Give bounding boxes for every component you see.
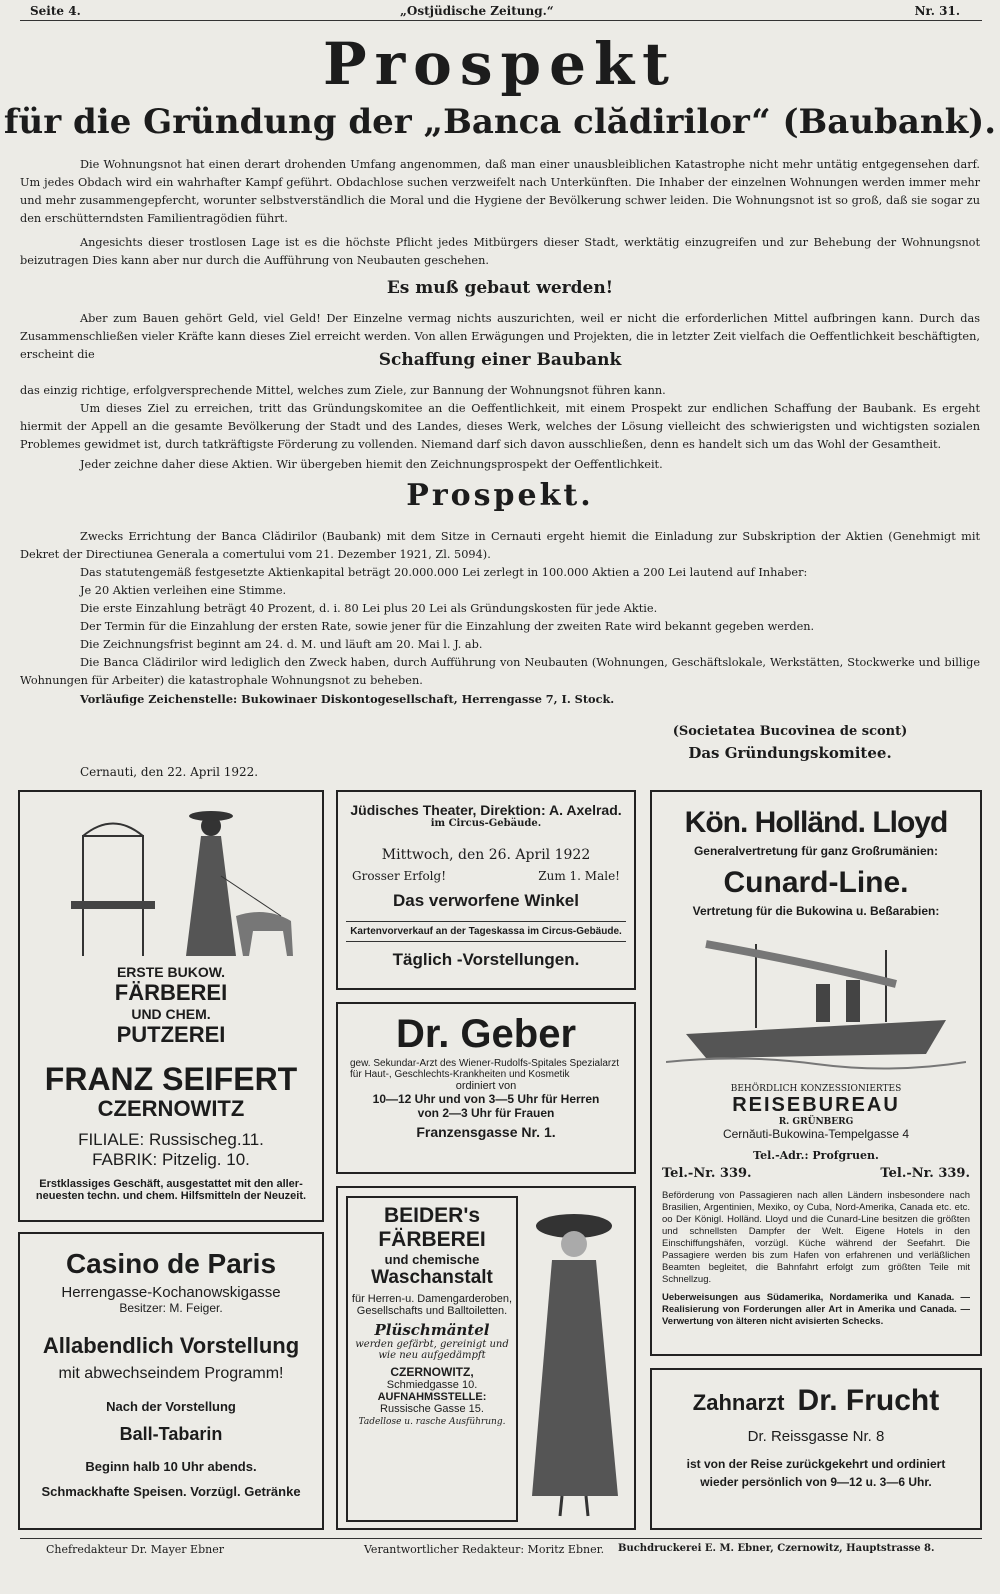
ad-frucht [650, 1368, 982, 1530]
woman-in-coat-illustration [522, 1196, 626, 1522]
paragraph-4: das einzig richtige, erfolgversprechende Mittel, welches zum Ziele, zur Bannung der Wohnungsnot führen kann. [20, 384, 666, 397]
prospekt-subtitle: für die Gründung der „Banca clădirilor“ (Baubank). [3, 102, 997, 142]
theater-box-office: Kartenvorverkauf an der Tageskassa im Circus-Gebäude. [350, 926, 622, 937]
lloyd-konzession: BEHÖRDLICH KONZESSIONIERTES [730, 1084, 902, 1094]
paragraph-1: Die Wohnungsnot hat einen derart drohenden Umfang angenommen, daß man einer unausbleiblichen Katastrophe nicht mehr untätig entgegensehen darf. Um jedes Obdach wird ein wahrhafter Kampf geführt. Obdachlose suchen verzweifelt nach Unterkünften. Die Inhaber der einzelnen Wohnungen werden immer mehr und mehr zusammengepfercht, worunter selbstverständlich die Moral und die Hygiene der Bevölkerung schwer leiden. Die Wohnungsnot ist so groß, daß sie sogar zu den erschütterndsten Familientragödien führt. [20, 158, 980, 225]
lloyd-telegram: Tel.-Adr.: Profgruen. [753, 1149, 879, 1162]
seifert-line-4: PUTZEREI [116, 1022, 226, 1047]
beider-line-10: AUFNAHMSSTELLE: [377, 1391, 487, 1403]
casino-line-4: Ball-Tabarin [119, 1424, 223, 1444]
beider-line-3: und chemische [384, 1252, 480, 1267]
seifert-city: CZERNOWITZ [97, 1096, 245, 1121]
geber-ordiniert: ordiniert von [455, 1080, 517, 1092]
theater-first-time: Zum 1. Male! [538, 869, 620, 883]
footer-editor: Verantwortlicher Redakteur: Moritz Ebner. [364, 1543, 605, 1556]
signature-company: (Societatea Bucovinea de scont) [672, 724, 908, 739]
ad-seifert [18, 790, 324, 1222]
casino-name: Casino de Paris [65, 1248, 277, 1279]
theater-subtitle: im Circus-Gebäude. [430, 818, 542, 829]
ad-geber [336, 1002, 636, 1174]
page-number: Seite 4. [30, 4, 81, 18]
lloyd-reisebureau: REISEBUREAU [732, 1094, 900, 1116]
frucht-line-2: wieder persönlich von 9—12 u. 3—6 Uhr. [700, 1475, 932, 1489]
frucht-line-1: ist von der Reise zurückgekehrt und ordiniert [686, 1457, 946, 1471]
header-rule [20, 20, 982, 21]
lloyd-phone-2: Tel.-Nr. 339. [880, 1166, 970, 1181]
frucht-address: Dr. Reissgasse Nr. 8 [747, 1428, 885, 1445]
theater-title: Jüdisches Theater, Direktion: A. Axelrad. [350, 802, 622, 818]
casino-line-3: Nach der Vorstellung [106, 1399, 236, 1414]
prospekt-item: Die Banca Clădirilor wird lediglich den Zweck haben, durch Aufführung von Neubauten (Wohnungen, Geschäftslokale, Werkstätten, Stockwerke und billige Wohnungen für Arbeiter) die katastrophale Wohnungsnot zu beheben. [20, 656, 980, 687]
theater-success: Grosser Erfolg! [352, 869, 447, 883]
paragraph-6: Jeder zeichne daher diese Aktien. Wir übergeben hiemit den Zeichnungsprospekt der Oeffentlichkeit. [80, 458, 663, 471]
paragraph-3: Aber zum Bauen gehört Geld, viel Geld! Der Einzelne vermag nichts auszurichten, weil er nicht die erforderlichen Mittel aufbringen kann. Durch das Zusammenschließen vieler Kräfte kann dieses Ziel erreicht werden. Von allen Erwägungen und Projekten, die in letzter Zeit vielfach die Oeffentlichkeit beschäftigten, erscheint die [20, 312, 980, 361]
lloyd-general: Generalvertretung für ganz Großrumänien: [693, 844, 939, 858]
seifert-filiale: FILIALE: Russischeg.11. [78, 1130, 264, 1149]
lloyd-address: Cernăuti-Bukowina-Tempelgasse 4 [722, 1127, 910, 1141]
beider-line-5: für Herren-u. Damengarderoben, Gesellschafts und Balltoiletten. [351, 1293, 513, 1317]
prospekt-item: Das statutengemäß festgesetzte Aktienkapital beträgt 20.000.000 Lei zerlegt in 100.000 Aktien a 200 Lei lautend auf Inhaber: [80, 566, 808, 579]
beider-line-9: Schmiedgasse 10. [386, 1379, 478, 1391]
seifert-line-1: ERSTE BUKOW. [116, 964, 226, 980]
beider-line-1: BEIDER's [383, 1204, 481, 1227]
heading-baubank: Schaffung einer Baubank [378, 350, 622, 370]
issue-number: Nr. 31. [914, 4, 960, 18]
casino-address: Herrengasse-Kochanowskigasse [61, 1284, 281, 1301]
beider-line-8: CZERNOWITZ, [390, 1365, 474, 1379]
casino-line-2: mit abwechseindem Programm! [58, 1365, 284, 1382]
signature-committee: Das Gründungskomitee. [688, 744, 892, 762]
newspaper-name: „Ostjüdische Zeitung.“ [400, 4, 554, 18]
beider-line-6: Plüschmäntel [374, 1321, 490, 1339]
geber-hours-women: von 2—3 Uhr für Frauen [417, 1106, 555, 1120]
prospekt-item: Je 20 Aktien verleihen eine Stimme. [80, 584, 287, 597]
lloyd-body: Beförderung von Passagieren nach allen Ländern insbesondere nach Brasilien, Argentinien, Mexiko, oy Cuba, Nord-Amerika, Canada etc. etc. oo Der Königl. Holländ. Lloyd und die Cunard-Line besitzen die größten und schnellsten Dampfer der Welt. Eigene Hotels in den Einschiffungshäfen, vorzügl. Küche während der Seefahrt. Die Passagiere werden bis zum Hafen von erfahrenen und verläßlichen Beamten begleitet, die Bahnfahrt erfolgt zum größten Teile mit Schnellzug. [662, 1190, 970, 1285]
seifert-fabrik: FABRIK: Pitzelig. 10. [92, 1150, 250, 1169]
casino-line-6: Schmackhafte Speisen. Vorzügl. Getränke [41, 1484, 301, 1499]
seifert-line-3: UND CHEM. [131, 1006, 211, 1022]
seifert-name: FRANZ SEIFERT [44, 1061, 298, 1097]
ad-lloyd [650, 790, 982, 1356]
frucht-name: Dr. Frucht [797, 1384, 940, 1417]
casino-line-5: Beginn halb 10 Uhr abends. [85, 1459, 257, 1474]
lady-with-dog-illustration [21, 796, 321, 966]
ad-casino [18, 1232, 324, 1530]
paragraph-5: Um dieses Ziel zu erreichen, tritt das Gründungskomitee an die Oeffentlichkeit, mit einem Prospekt zur endlichen Schaffung der Baubank. Es ergeht hiermit der Appell an die gesamte Bevölkerung der Stadt und des Landes, dieses Werk, welches der Lösung vielleicht des schwierigsten und wichtigsten sozialen Problemes gewidmet ist, durch tatkräftigste Förderung zu vollenden. Niemand darf sich davon ausschließen, denn es handelt sich um das Wohl der Gesamtheit. [20, 402, 980, 451]
beider-line-4: Waschanstalt [371, 1267, 493, 1288]
casino-line-1: Allabendlich Vorstellung [42, 1333, 300, 1358]
theater-daily: Täglich -Vorstellungen. [392, 950, 580, 969]
beider-text-panel [346, 1196, 518, 1522]
footer-rule [20, 1538, 982, 1539]
footer-printer: Buchdruckerei E. M. Ebner, Czernowitz, Hauptstrasse 8. [618, 1543, 935, 1554]
steamship-illustration [666, 924, 966, 1074]
geber-name: Dr. Geber [395, 1012, 577, 1056]
beider-line-11: Russische Gasse 15. [380, 1403, 484, 1415]
lloyd-cunard: Cunard-Line. [723, 866, 909, 899]
frucht-title: Zahnarzt [692, 1390, 785, 1415]
theater-play: Das verworfene Winkel [393, 891, 579, 910]
theater-date: Mittwoch, den 26. April 1922 [381, 847, 591, 863]
lloyd-phone-1: Tel.-Nr. 339. [662, 1166, 752, 1181]
prospekt-item: Die erste Einzahlung beträgt 40 Prozent, d. i. 80 Lei plus 20 Lei als Gründungskosten für jede Aktie. [80, 602, 658, 615]
heading-build: Es muß gebaut werden! [386, 278, 614, 298]
ad-beider [336, 1186, 636, 1530]
lloyd-gruenberg: R. GRÜNBERG [778, 1117, 854, 1127]
lloyd-body-2: Ueberweisungen aus Südamerika, Nordamerika und Kanada. — Realisierung von Forderungen aller Art in Amerika und Canada. — Verwertung von älteren nicht avisierten Schecks. [662, 1292, 970, 1327]
prospekt-item: Vorläufige Zeichenstelle: Bukowinaer Diskontogesellschaft, Herrengasse 7, I. Stock. [80, 692, 615, 706]
ad-theater [336, 790, 636, 990]
geber-description: gew. Sekundar-Arzt des Wiener-Rudolfs-Spitales Spezialarzt für Haut-, Geschlechts-Krankheiten und Kosmetik [350, 1058, 620, 1080]
lloyd-vertretung: Vertretung für die Bukowina u. Beßarabien: [692, 904, 940, 918]
casino-owner: Besitzer: M. Feiger. [119, 1301, 223, 1315]
prospekt-title-2: Prospekt. [406, 478, 594, 513]
beider-line-12: Tadellose u. rasche Ausführung. [358, 1417, 506, 1427]
prospekt-title: Prospekt [323, 30, 677, 98]
prospekt-item: Zwecks Errichtung der Banca Clădirilor (Baubank) mit dem Sitze in Cernauti ergeht hiemit die Einladung zur Subskription der Aktien (Genehmigt mit Dekret der Directiunea Generala a comertului vom 21. Dezember 1921, Zl. 5094). [20, 530, 980, 561]
footer-chief-editor: Chefredakteur Dr. Mayer Ebner [46, 1543, 224, 1556]
prospekt-item: Die Zeichnungsfrist beginnt am 24. d. M. und läuft am 20. Mai l. J. ab. [80, 638, 483, 651]
page-header [30, 4, 960, 20]
beider-line-7: werden gefärbt, gereinigt und wie neu aufgedämpft [355, 1339, 509, 1361]
prospekt-item: Der Termin für die Einzahlung der ersten Rate, sowie jener für die Einzahlung der zweiten Rate wird bekannt gegeben werden. [80, 620, 815, 633]
paragraph-2: Angesichts dieser trostlosen Lage ist es die höchste Pflicht jedes Mitbürgers dieser Stadt, werktätig einzugreifen und zur Behebung der Wohnungsnot beizutragen Dies kann aber nur durch die Aufführung von Neubauten geschehen. [20, 236, 980, 267]
seifert-text-2: neuesten techn. und chem. Hilfsmitteln der Neuzeit. [35, 1190, 307, 1202]
seifert-line-2: FÄRBEREI [114, 980, 228, 1005]
beider-line-2: FÄRBEREI [378, 1228, 486, 1251]
lloyd-title: Kön. Holländ. Lloyd [684, 806, 948, 839]
geber-hours-men: 10—12 Uhr und von 3—5 Uhr für Herren [372, 1092, 600, 1106]
seifert-text-1: Erstklassiges Geschäft, ausgestattet mit den aller- [39, 1178, 303, 1190]
prospekt-date: Cernauti, den 22. April 1922. [80, 765, 259, 779]
geber-address: Franzensgasse Nr. 1. [416, 1124, 556, 1140]
prospekt-items [20, 528, 980, 708]
